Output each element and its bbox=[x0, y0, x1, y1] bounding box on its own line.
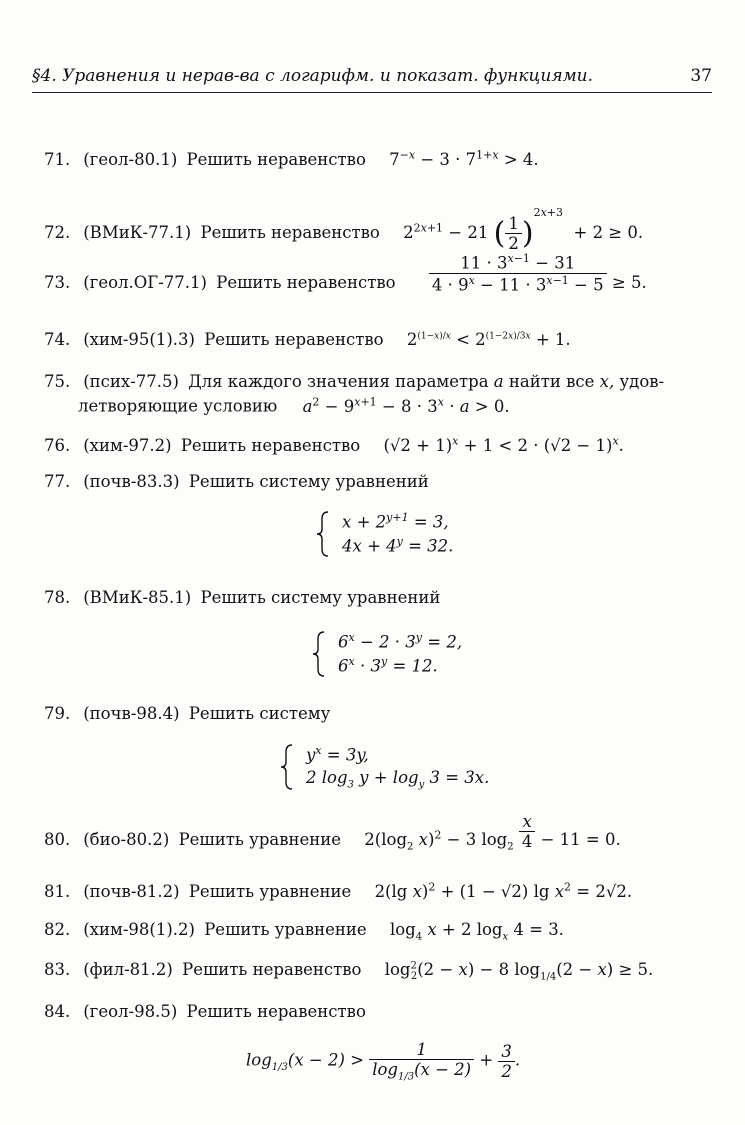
problem-task: Решить неравенство bbox=[180, 435, 361, 455]
problem-task: Решить неравенство bbox=[186, 149, 366, 169]
problem-number: 83. bbox=[44, 960, 71, 979]
page-number: 37 bbox=[690, 66, 712, 86]
problem-75-continuation bbox=[78, 395, 510, 416]
problem-78 bbox=[44, 588, 440, 607]
problem-task: Решить уравнение bbox=[204, 920, 367, 939]
formula-84: $\log_{1/3}(x - 2)$ > $\frac{1}{\log_{1/3}(x - 2)}$ + $\frac{3}{2}$ . bbox=[246, 1040, 521, 1083]
problem-number: 79. bbox=[44, 704, 71, 723]
problem-number: 74. bbox=[44, 330, 71, 349]
system-line: $4x + 4^y = 32$. bbox=[342, 535, 454, 556]
problem-task: Для каждого значения параметра bbox=[188, 372, 489, 391]
problem-73 bbox=[44, 252, 647, 294]
problem-74 bbox=[44, 330, 571, 349]
problem-task-part: найти все bbox=[508, 372, 595, 391]
problem-72 bbox=[44, 206, 643, 253]
formula: $2(\log_2$ x)$^2$ − 3 $\log_2$ $\frac{x}{4}$ − 11 = 0. bbox=[364, 811, 621, 852]
problem-83 bbox=[44, 960, 653, 982]
problem-source: (фил-81.2) bbox=[83, 960, 173, 979]
problem-number: 82. bbox=[44, 920, 71, 939]
problem-number: 80. bbox=[44, 829, 71, 849]
problem-task: Решить неравенство bbox=[216, 272, 396, 292]
problem-number: 84. bbox=[44, 1002, 71, 1021]
problem-source: (почв-81.2) bbox=[83, 881, 180, 901]
problem-79 bbox=[44, 704, 330, 723]
problem-task: Решить систему уравнений bbox=[200, 588, 441, 607]
problem-source: (почв-83.3) bbox=[83, 472, 180, 491]
system-line: $y^x = 3y$, bbox=[306, 744, 369, 765]
problem-number: 73. bbox=[44, 272, 71, 292]
problem-84 bbox=[44, 1002, 366, 1021]
formula: $2^{2x+1} - 21$ ( $\frac{1}{2}$ )$^{2x+3}$ + 2 ≥ 0. bbox=[403, 206, 644, 253]
problem-task: Решить неравенство bbox=[200, 223, 380, 242]
formula: $\log_4 x + 2$ $\log_x 4 = 3$. bbox=[389, 920, 564, 943]
problem-number: 78. bbox=[44, 588, 71, 607]
formula: $2^{(1-x)/x} < 2^{(1-2x)/3x} + 1$. bbox=[406, 330, 571, 349]
problem-source: (геол.ОГ-77.1) bbox=[83, 272, 207, 292]
formula: $\frac{11 \cdot 3^{x-1} - 31}{4 \cdot 9^x - 11 \cdot 3^{x-1} - 5}$ ≥ 5. bbox=[429, 273, 647, 292]
problem-source: (псих-77.5) bbox=[83, 372, 179, 391]
system-line: $6^x \cdot 3^y = 12$. bbox=[338, 655, 438, 676]
problem-number: 72. bbox=[44, 223, 71, 242]
system-line: $x + 2^{y+1} = 3$, bbox=[342, 511, 449, 532]
problem-source: (хим-98(1).2) bbox=[83, 920, 195, 939]
problem-task: Решить неравенство bbox=[204, 330, 384, 349]
problem-source: (ВМиК-77.1) bbox=[83, 223, 192, 242]
var-x: x, bbox=[599, 372, 615, 391]
left-brace-icon bbox=[312, 631, 326, 677]
problem-source: (био-80.2) bbox=[83, 829, 170, 849]
problem-task: Решить уравнение bbox=[178, 829, 342, 849]
problem-76 bbox=[44, 434, 624, 455]
param-a: a bbox=[493, 372, 504, 391]
page-header bbox=[32, 62, 712, 93]
left-brace-icon bbox=[316, 511, 330, 557]
problem-number: 75. bbox=[44, 372, 71, 391]
problem-task-part: удов- bbox=[619, 372, 665, 391]
problem-source: (хим-95(1).3) bbox=[83, 330, 195, 349]
problem-source: (почв-98.4) bbox=[83, 704, 180, 723]
problem-81 bbox=[44, 880, 632, 901]
problem-82 bbox=[44, 920, 564, 942]
problem-task-cont: летворяющие условию bbox=[78, 396, 278, 416]
problem-task: Решить систему уравнений bbox=[188, 472, 429, 491]
problem-task: Решить неравенство bbox=[182, 960, 362, 979]
formula: $(√2 + 1)^x + 1 < 2 \cdot (√2 - 1)^x$. bbox=[383, 434, 624, 455]
left-brace-icon bbox=[280, 744, 294, 790]
system-line: 2 $\log_3 y + \log_y 3 = 3x$. bbox=[306, 768, 490, 791]
problem-task: Решить уравнение bbox=[188, 881, 352, 901]
problem-number: 81. bbox=[44, 881, 71, 901]
formula: 2(lg x)$^2$ + (1 − √2) $\lg x^2 = 2√2$. bbox=[374, 880, 633, 901]
problem-task: Решить систему bbox=[188, 704, 331, 723]
problem-source: (геол-80.1) bbox=[83, 149, 178, 169]
formula: $a^2 - 9^{x+1} - 8 \cdot 3^x \cdot a > 0$. bbox=[302, 395, 510, 416]
problem-80 bbox=[44, 811, 621, 852]
problem-75 bbox=[44, 372, 664, 391]
formula: $\log^2_2(2 - x) - 8$ $\log_{1/4}(2 - x) \ge 5$. bbox=[384, 960, 654, 983]
problem-number: 77. bbox=[44, 472, 71, 491]
problem-source: (геол-98.5) bbox=[83, 1002, 178, 1021]
problem-source: (хим-97.2) bbox=[83, 435, 172, 455]
problem-source: (ВМиК-85.1) bbox=[83, 588, 192, 607]
problem-71 bbox=[44, 148, 539, 169]
page-title: §4. Уравнения и нерав-ва с логарифм. и показат. функциями. bbox=[32, 66, 594, 86]
formula: $7^{-x} - 3 \cdot 7^{1+x} > 4$. bbox=[389, 148, 539, 169]
problem-number: 71. bbox=[44, 149, 71, 169]
system-line: $6^x - 2 \cdot 3^y = 2$, bbox=[338, 631, 463, 652]
problem-number: 76. bbox=[44, 435, 71, 455]
problem-task: Решить неравенство bbox=[186, 1002, 366, 1021]
problem-77 bbox=[44, 472, 429, 491]
